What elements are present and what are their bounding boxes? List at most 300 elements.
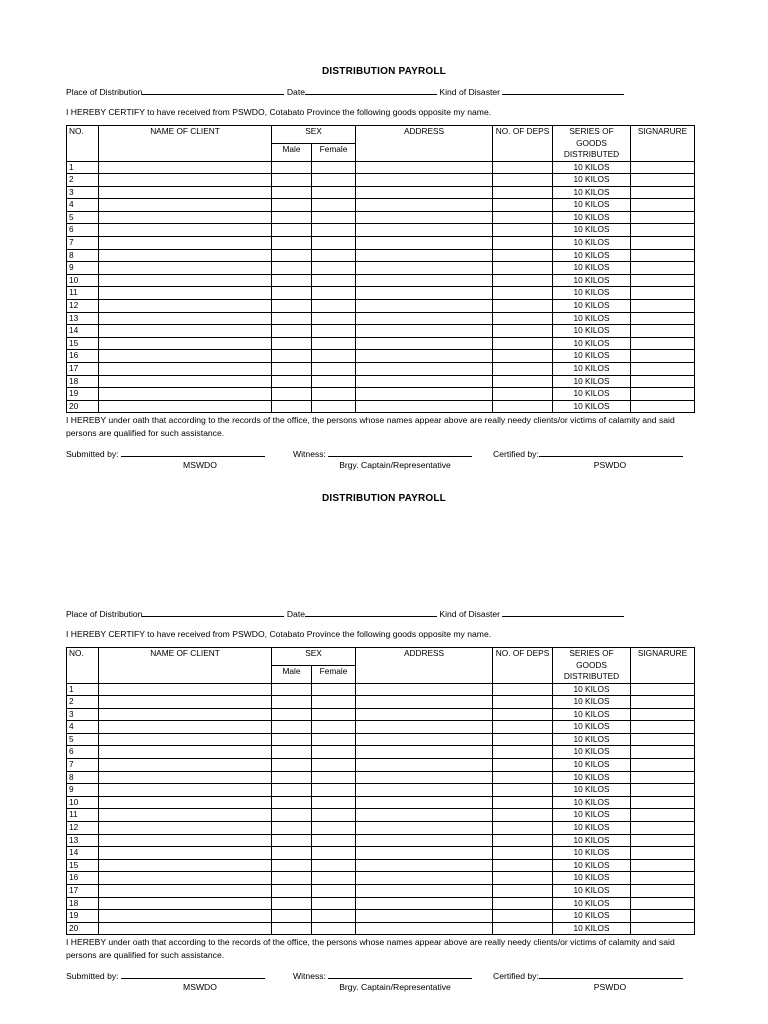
client-name-cell[interactable] (99, 721, 272, 734)
deps-cell[interactable] (493, 262, 553, 275)
address-cell[interactable] (356, 922, 493, 935)
client-name-cell[interactable] (99, 859, 272, 872)
female-cell[interactable] (312, 375, 356, 388)
address-cell[interactable] (356, 262, 493, 275)
female-cell[interactable] (312, 287, 356, 300)
disaster-field[interactable] (502, 86, 624, 95)
signature-cell[interactable] (631, 161, 695, 174)
male-cell[interactable] (272, 771, 312, 784)
female-cell[interactable] (312, 274, 356, 287)
address-cell[interactable] (356, 312, 493, 325)
row-number: 7 (67, 759, 99, 772)
address-cell[interactable] (356, 771, 493, 784)
address-cell[interactable] (356, 211, 493, 224)
female-cell[interactable] (312, 400, 356, 413)
signature-cell[interactable] (631, 796, 695, 809)
signature-cell[interactable] (631, 784, 695, 797)
client-name-cell[interactable] (99, 922, 272, 935)
female-cell[interactable] (312, 174, 356, 187)
address-cell[interactable] (356, 363, 493, 376)
table-row (67, 312, 695, 325)
female-cell[interactable] (312, 721, 356, 734)
male-cell[interactable] (272, 388, 312, 401)
deps-cell[interactable] (493, 847, 553, 860)
male-cell[interactable] (272, 696, 312, 709)
row-number: 6 (67, 224, 99, 237)
client-name-cell[interactable] (99, 237, 272, 250)
deps-cell[interactable] (493, 683, 553, 696)
signature-cell[interactable] (631, 337, 695, 350)
submitted-by (66, 970, 265, 981)
female-cell[interactable] (312, 897, 356, 910)
address-cell[interactable] (356, 796, 493, 809)
address-cell[interactable] (356, 249, 493, 262)
client-name-cell[interactable] (99, 683, 272, 696)
signature-cell[interactable] (631, 746, 695, 759)
female-cell[interactable] (312, 847, 356, 860)
signature-cell[interactable] (631, 897, 695, 910)
female-cell[interactable] (312, 759, 356, 772)
address-cell[interactable] (356, 910, 493, 923)
client-name-cell[interactable] (99, 796, 272, 809)
client-name-cell[interactable] (99, 337, 272, 350)
row-number: 11 (67, 287, 99, 300)
table-row (67, 325, 695, 338)
signature-cell[interactable] (631, 834, 695, 847)
series-cell: 10 KILOS (553, 683, 631, 696)
date-field[interactable] (305, 86, 437, 95)
male-cell[interactable] (272, 350, 312, 363)
signature-cell[interactable] (631, 199, 695, 212)
place-label: Place of Distribution (66, 87, 143, 97)
male-cell[interactable] (272, 922, 312, 935)
deps-cell[interactable] (493, 237, 553, 250)
signature-cell[interactable] (631, 312, 695, 325)
client-name-cell[interactable] (99, 708, 272, 721)
deps-cell[interactable] (493, 834, 553, 847)
deps-cell[interactable] (493, 300, 553, 313)
client-name-cell[interactable] (99, 161, 272, 174)
male-cell[interactable] (272, 847, 312, 860)
client-name-cell[interactable] (99, 375, 272, 388)
male-cell[interactable] (272, 186, 312, 199)
female-cell[interactable] (312, 771, 356, 784)
female-cell[interactable] (312, 325, 356, 338)
male-cell[interactable] (272, 375, 312, 388)
address-cell[interactable] (356, 300, 493, 313)
address-cell[interactable] (356, 186, 493, 199)
signature-cell[interactable] (631, 211, 695, 224)
signature-cell[interactable] (631, 350, 695, 363)
male-cell[interactable] (272, 885, 312, 898)
series-cell: 10 KILOS (553, 796, 631, 809)
address-cell[interactable] (356, 784, 493, 797)
address-cell[interactable] (356, 872, 493, 885)
male-cell[interactable] (272, 796, 312, 809)
female-cell[interactable] (312, 809, 356, 822)
male-cell[interactable] (272, 708, 312, 721)
address-cell[interactable] (356, 325, 493, 338)
table-row (67, 721, 695, 734)
female-cell[interactable] (312, 859, 356, 872)
witness-label: Witness: (293, 971, 326, 981)
deps-cell[interactable] (493, 199, 553, 212)
place-field[interactable] (142, 608, 284, 617)
client-name-cell[interactable] (99, 300, 272, 313)
series-cell: 10 KILOS (553, 885, 631, 898)
col-sex: SEX (272, 126, 356, 144)
signature-cell[interactable] (631, 237, 695, 250)
female-cell[interactable] (312, 746, 356, 759)
male-cell[interactable] (272, 859, 312, 872)
address-cell[interactable] (356, 885, 493, 898)
male-cell[interactable] (272, 312, 312, 325)
female-cell[interactable] (312, 237, 356, 250)
series-cell: 10 KILOS (553, 708, 631, 721)
male-cell[interactable] (272, 274, 312, 287)
signature-cell[interactable] (631, 910, 695, 923)
certified-field[interactable] (539, 970, 683, 979)
client-name-cell[interactable] (99, 249, 272, 262)
address-cell[interactable] (356, 274, 493, 287)
client-name-cell[interactable] (99, 897, 272, 910)
deps-cell[interactable] (493, 249, 553, 262)
client-name-cell[interactable] (99, 224, 272, 237)
signature-cell[interactable] (631, 809, 695, 822)
address-cell[interactable] (356, 859, 493, 872)
male-cell[interactable] (272, 910, 312, 923)
signature-cell[interactable] (631, 922, 695, 935)
male-cell[interactable] (272, 262, 312, 275)
signature-cell[interactable] (631, 249, 695, 262)
deps-cell[interactable] (493, 872, 553, 885)
male-cell[interactable] (272, 174, 312, 187)
signature-cell[interactable] (631, 822, 695, 835)
address-cell[interactable] (356, 746, 493, 759)
deps-cell[interactable] (493, 375, 553, 388)
signature-cell[interactable] (631, 872, 695, 885)
male-cell[interactable] (272, 337, 312, 350)
client-name-cell[interactable] (99, 910, 272, 923)
place-field[interactable] (142, 86, 284, 95)
client-name-cell[interactable] (99, 363, 272, 376)
deps-cell[interactable] (493, 721, 553, 734)
address-cell[interactable] (356, 287, 493, 300)
deps-cell[interactable] (493, 796, 553, 809)
male-cell[interactable] (272, 897, 312, 910)
address-cell[interactable] (356, 683, 493, 696)
deps-cell[interactable] (493, 161, 553, 174)
client-name-cell[interactable] (99, 822, 272, 835)
address-cell[interactable] (356, 350, 493, 363)
client-name-cell[interactable] (99, 199, 272, 212)
table-row (67, 199, 695, 212)
certified-role: PSWDO (593, 460, 627, 470)
witness-field[interactable] (328, 970, 472, 979)
signature-cell[interactable] (631, 300, 695, 313)
signature-cell[interactable] (631, 847, 695, 860)
female-cell[interactable] (312, 350, 356, 363)
client-name-cell[interactable] (99, 746, 272, 759)
male-cell[interactable] (272, 363, 312, 376)
male-cell[interactable] (272, 249, 312, 262)
signature-cell[interactable] (631, 363, 695, 376)
female-cell[interactable] (312, 312, 356, 325)
female-cell[interactable] (312, 822, 356, 835)
deps-cell[interactable] (493, 759, 553, 772)
signature-cell[interactable] (631, 721, 695, 734)
signature-cell[interactable] (631, 859, 695, 872)
address-cell[interactable] (356, 161, 493, 174)
client-name-cell[interactable] (99, 174, 272, 187)
series-cell: 10 KILOS (553, 312, 631, 325)
deps-cell[interactable] (493, 696, 553, 709)
client-name-cell[interactable] (99, 847, 272, 860)
deps-cell[interactable] (493, 400, 553, 413)
female-cell[interactable] (312, 910, 356, 923)
deps-cell[interactable] (493, 922, 553, 935)
deps-cell[interactable] (493, 859, 553, 872)
client-name-cell[interactable] (99, 733, 272, 746)
female-cell[interactable] (312, 696, 356, 709)
series-cell: 10 KILOS (553, 721, 631, 734)
male-cell[interactable] (272, 759, 312, 772)
series-cell: 10 KILOS (553, 822, 631, 835)
deps-cell[interactable] (493, 274, 553, 287)
certified-role: PSWDO (593, 982, 627, 992)
disaster-field[interactable] (502, 608, 624, 617)
table-row (67, 388, 695, 401)
client-name-cell[interactable] (99, 784, 272, 797)
female-cell[interactable] (312, 186, 356, 199)
table-row (67, 400, 695, 413)
client-name-cell[interactable] (99, 834, 272, 847)
submitted-label: Submitted by: (66, 971, 119, 981)
deps-cell[interactable] (493, 350, 553, 363)
female-cell[interactable] (312, 199, 356, 212)
address-cell[interactable] (356, 375, 493, 388)
place-label: Place of Distribution (66, 609, 143, 619)
male-cell[interactable] (272, 784, 312, 797)
client-name-cell[interactable] (99, 312, 272, 325)
male-cell[interactable] (272, 287, 312, 300)
client-name-cell[interactable] (99, 287, 272, 300)
client-name-cell[interactable] (99, 872, 272, 885)
client-name-cell[interactable] (99, 388, 272, 401)
certify-statement: I HEREBY CERTIFY to have received from PSWDO, Cotabato Province the following goods opposite my name. (66, 107, 492, 117)
female-cell[interactable] (312, 834, 356, 847)
male-cell[interactable] (272, 224, 312, 237)
signature-cell[interactable] (631, 683, 695, 696)
male-cell[interactable] (272, 683, 312, 696)
witness-field[interactable] (328, 448, 472, 457)
female-cell[interactable] (312, 262, 356, 275)
address-cell[interactable] (356, 733, 493, 746)
table-row (67, 859, 695, 872)
client-name-cell[interactable] (99, 186, 272, 199)
witness-role: Brgy. Captain/Representative (339, 460, 451, 470)
client-name-cell[interactable] (99, 211, 272, 224)
female-cell[interactable] (312, 337, 356, 350)
address-cell[interactable] (356, 400, 493, 413)
address-cell[interactable] (356, 708, 493, 721)
deps-cell[interactable] (493, 325, 553, 338)
male-cell[interactable] (272, 733, 312, 746)
deps-cell[interactable] (493, 897, 553, 910)
male-cell[interactable] (272, 300, 312, 313)
signature-cell[interactable] (631, 274, 695, 287)
deps-cell[interactable] (493, 708, 553, 721)
deps-cell[interactable] (493, 174, 553, 187)
male-cell[interactable] (272, 746, 312, 759)
address-cell[interactable] (356, 822, 493, 835)
female-cell[interactable] (312, 885, 356, 898)
deps-cell[interactable] (493, 186, 553, 199)
deps-cell[interactable] (493, 822, 553, 835)
deps-cell[interactable] (493, 224, 553, 237)
row-number: 5 (67, 211, 99, 224)
address-cell[interactable] (356, 237, 493, 250)
row-number: 17 (67, 363, 99, 376)
witness (293, 448, 472, 459)
client-name-cell[interactable] (99, 325, 272, 338)
submitted-field[interactable] (121, 970, 265, 979)
female-cell[interactable] (312, 363, 356, 376)
deps-cell[interactable] (493, 809, 553, 822)
signature-cell[interactable] (631, 388, 695, 401)
signature-cell[interactable] (631, 885, 695, 898)
deps-cell[interactable] (493, 784, 553, 797)
address-cell[interactable] (356, 759, 493, 772)
client-name-cell[interactable] (99, 274, 272, 287)
address-cell[interactable] (356, 199, 493, 212)
deps-cell[interactable] (493, 885, 553, 898)
deps-cell[interactable] (493, 211, 553, 224)
submitted-field[interactable] (121, 448, 265, 457)
submitted-role: MSWDO (183, 982, 217, 992)
oath-statement: I HEREBY under oath that according to the records of the office, the persons whose names appear above are really needy clients/or victims of calamity and said persons are qualified for such assistance. (66, 937, 675, 960)
female-cell[interactable] (312, 224, 356, 237)
signature-cell[interactable] (631, 186, 695, 199)
deps-cell[interactable] (493, 746, 553, 759)
female-cell[interactable] (312, 249, 356, 262)
deps-cell[interactable] (493, 771, 553, 784)
col-no: NO. (67, 648, 99, 684)
female-cell[interactable] (312, 683, 356, 696)
address-cell[interactable] (356, 721, 493, 734)
deps-cell[interactable] (493, 910, 553, 923)
male-cell[interactable] (272, 822, 312, 835)
male-cell[interactable] (272, 211, 312, 224)
address-cell[interactable] (356, 809, 493, 822)
table-row (67, 300, 695, 313)
client-name-cell[interactable] (99, 771, 272, 784)
row-number: 10 (67, 796, 99, 809)
row-number: 12 (67, 822, 99, 835)
table-row (67, 350, 695, 363)
female-cell[interactable] (312, 300, 356, 313)
female-cell[interactable] (312, 388, 356, 401)
signature-cell[interactable] (631, 708, 695, 721)
certified-field[interactable] (539, 448, 683, 457)
certified-label: Certified by: (493, 971, 539, 981)
series-cell: 10 KILOS (553, 733, 631, 746)
male-cell[interactable] (272, 161, 312, 174)
female-cell[interactable] (312, 872, 356, 885)
deps-cell[interactable] (493, 287, 553, 300)
female-cell[interactable] (312, 922, 356, 935)
client-name-cell[interactable] (99, 885, 272, 898)
male-cell[interactable] (272, 400, 312, 413)
address-cell[interactable] (356, 224, 493, 237)
row-number: 6 (67, 746, 99, 759)
col-no: NO. (67, 126, 99, 162)
deps-cell[interactable] (493, 363, 553, 376)
female-cell[interactable] (312, 211, 356, 224)
signature-cell[interactable] (631, 174, 695, 187)
address-cell[interactable] (356, 847, 493, 860)
address-cell[interactable] (356, 174, 493, 187)
female-cell[interactable] (312, 708, 356, 721)
client-name-cell[interactable] (99, 696, 272, 709)
address-cell[interactable] (356, 897, 493, 910)
male-cell[interactable] (272, 199, 312, 212)
male-cell[interactable] (272, 872, 312, 885)
client-name-cell[interactable] (99, 759, 272, 772)
signature-cell[interactable] (631, 733, 695, 746)
signature-cell[interactable] (631, 287, 695, 300)
female-cell[interactable] (312, 161, 356, 174)
male-cell[interactable] (272, 237, 312, 250)
row-number: 3 (67, 186, 99, 199)
deps-cell[interactable] (493, 388, 553, 401)
signature-cell[interactable] (631, 696, 695, 709)
address-cell[interactable] (356, 337, 493, 350)
client-name-cell[interactable] (99, 350, 272, 363)
date-field[interactable] (305, 608, 437, 617)
address-cell[interactable] (356, 834, 493, 847)
female-cell[interactable] (312, 784, 356, 797)
male-cell[interactable] (272, 834, 312, 847)
signature-cell[interactable] (631, 771, 695, 784)
table-row (67, 375, 695, 388)
series-cell: 10 KILOS (553, 771, 631, 784)
table-row (67, 262, 695, 275)
signature-cell[interactable] (631, 759, 695, 772)
male-cell[interactable] (272, 721, 312, 734)
signature-cell[interactable] (631, 262, 695, 275)
row-number: 10 (67, 274, 99, 287)
signature-cell[interactable] (631, 224, 695, 237)
address-cell[interactable] (356, 696, 493, 709)
signature-cell[interactable] (631, 400, 695, 413)
signature-cell[interactable] (631, 375, 695, 388)
deps-cell[interactable] (493, 733, 553, 746)
client-name-cell[interactable] (99, 262, 272, 275)
client-name-cell[interactable] (99, 400, 272, 413)
male-cell[interactable] (272, 325, 312, 338)
signature-cell[interactable] (631, 325, 695, 338)
female-cell[interactable] (312, 796, 356, 809)
client-name-cell[interactable] (99, 809, 272, 822)
deps-cell[interactable] (493, 337, 553, 350)
deps-cell[interactable] (493, 312, 553, 325)
row-number: 8 (67, 249, 99, 262)
row-number: 19 (67, 388, 99, 401)
address-cell[interactable] (356, 388, 493, 401)
female-cell[interactable] (312, 733, 356, 746)
male-cell[interactable] (272, 809, 312, 822)
